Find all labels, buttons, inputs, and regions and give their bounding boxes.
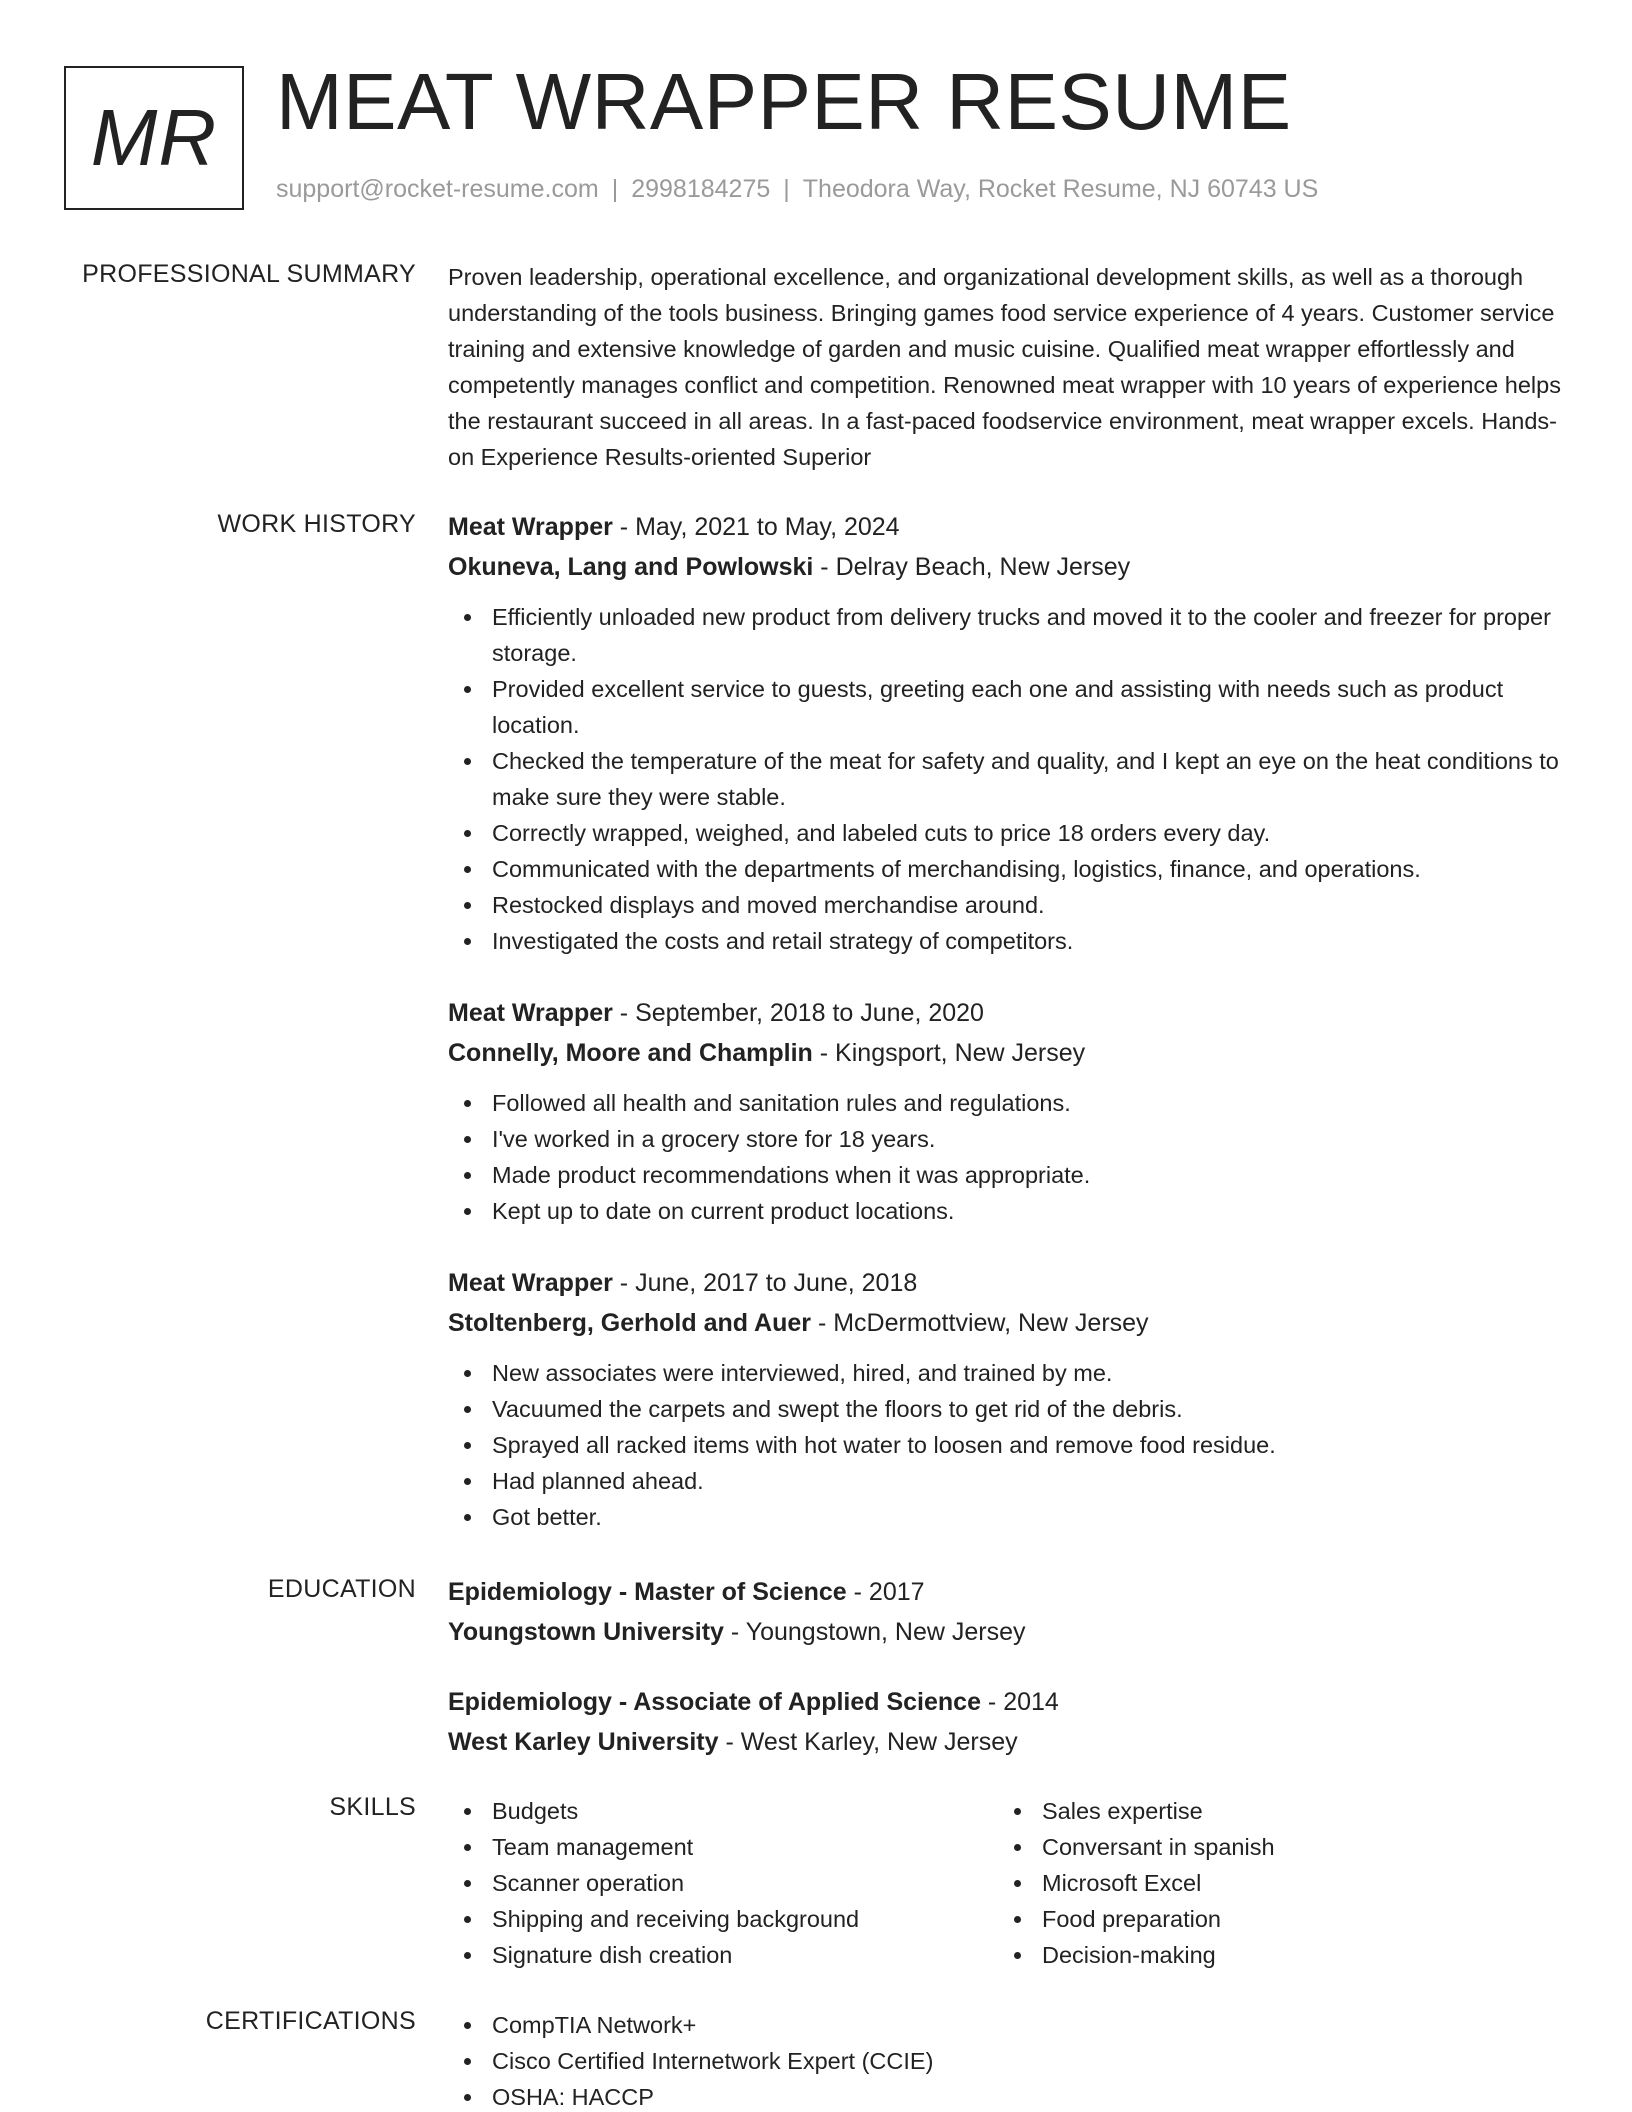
degree-year: - 2017 (846, 1578, 925, 1606)
job-duty: Communicated with the departments of merchandising, logistics, finance, and operations. (448, 851, 1568, 887)
job-title: Meat Wrapper (448, 513, 613, 541)
job-location: - Delray Beach, New Jersey (813, 553, 1131, 581)
skill-item: Signature dish creation (448, 1937, 998, 1973)
job-title-line (448, 1263, 1568, 1303)
job-duties (448, 1355, 1568, 1535)
education-entry (448, 1572, 1568, 1652)
resume-title: MEAT WRAPPER RESUME (276, 57, 1292, 146)
jobs-list (448, 507, 1568, 1569)
section-label-certifications: CERTIFICATIONS (205, 2007, 416, 2035)
job-location: - McDermottview, New Jersey (811, 1309, 1149, 1337)
job-title-line (448, 507, 1568, 547)
education-entry (448, 1682, 1568, 1762)
skills-list-left (448, 1793, 998, 1973)
school: Youngstown University (448, 1618, 724, 1646)
degree: Epidemiology - Associate of Applied Science (448, 1688, 981, 1716)
job-company-line (448, 547, 1568, 587)
contact-line (276, 175, 1318, 204)
skill-item: Decision-making (998, 1937, 1548, 1973)
job-duty: Got better. (448, 1499, 1568, 1535)
job-duties (448, 599, 1568, 959)
job-duty: Made product recommendations when it was appropriate. (448, 1157, 1568, 1193)
job-company-line (448, 1033, 1568, 1073)
job-entry (448, 993, 1568, 1229)
job-location: - Kingsport, New Jersey (812, 1039, 1086, 1067)
skills-list-right (998, 1793, 1548, 1973)
degree-line (448, 1572, 1568, 1612)
school: West Karley University (448, 1728, 719, 1756)
contact-separator: | (783, 175, 790, 203)
skill-item: Budgets (448, 1793, 998, 1829)
school-line (448, 1722, 1568, 1762)
job-duty: Checked the temperature of the meat for safety and quality, and I kept an eye on the heat conditions to make sure they were stable. (448, 743, 1568, 815)
job-duties (448, 1085, 1568, 1229)
job-title: Meat Wrapper (448, 1269, 613, 1297)
job-company: Connelly, Moore and Champlin (448, 1039, 813, 1067)
job-duty: Sprayed all racked items with hot water to loosen and remove food residue. (448, 1427, 1568, 1463)
job-duty: I've worked in a grocery store for 18 years. (448, 1121, 1568, 1157)
job-company: Okuneva, Lang and Powlowski (448, 553, 814, 581)
skill-item: Conversant in spanish (998, 1829, 1548, 1865)
contact-email: support@rocket-resume.com (276, 175, 599, 203)
skill-item: Shipping and receiving background (448, 1901, 998, 1937)
job-company-line (448, 1303, 1568, 1343)
job-dates: - September, 2018 to June, 2020 (612, 999, 984, 1027)
skill-item: Scanner operation (448, 1865, 998, 1901)
contact-separator: | (611, 175, 619, 203)
job-entry (448, 507, 1568, 959)
skill-item: Sales expertise (998, 1793, 1548, 1829)
job-title-line (448, 993, 1568, 1033)
job-duty: Kept up to date on current product locations. (448, 1193, 1568, 1229)
job-duty: Investigated the costs and retail strategy of competitors. (448, 923, 1568, 959)
certification-item: OSHA: HACCP (448, 2079, 1568, 2112)
section-label-skills: SKILLS (329, 1793, 416, 1821)
job-entry (448, 1263, 1568, 1535)
degree-year: - 2014 (980, 1688, 1059, 1716)
monogram-box (64, 66, 244, 210)
section-label-work-history: WORK HISTORY (217, 510, 416, 538)
certification-item: CompTIA Network+ (448, 2007, 1568, 2043)
job-duty: Restocked displays and moved merchandise around. (448, 887, 1568, 923)
job-duty: Efficiently unloaded new product from delivery trucks and moved it to the cooler and freezer for proper storage. (448, 599, 1568, 671)
monogram-initials: MR (90, 93, 218, 182)
job-duty: Correctly wrapped, weighed, and labeled cuts to price 18 orders every day. (448, 815, 1568, 851)
certifications-list (448, 2007, 1568, 2112)
job-dates: - May, 2021 to May, 2024 (612, 513, 900, 541)
summary-text: Proven leadership, operational excellence, and organizational development skills, as well as a thorough understanding of the tools business. Bringing games food service experience of 4 years. Customer service training and extensive knowledge of garden and music cuisine. Qualified meat wrapper effortlessly and competently manages conflict and competition. Renowned meat wrapper with 10 years of experience helps the restaurant succeed in all areas. In a fast-paced foodservice environment, meat wrapper excels. Hands-on Experience Results-oriented Superior (448, 264, 1561, 470)
degree: Epidemiology - Master of Science (448, 1578, 847, 1606)
section-label-education: EDUCATION (267, 1575, 416, 1603)
job-title: Meat Wrapper (448, 999, 613, 1027)
job-duty: New associates were interviewed, hired, and trained by me. (448, 1355, 1568, 1391)
contact-address: Theodora Way, Rocket Resume, NJ 60743 US (802, 175, 1319, 203)
degree-line (448, 1682, 1568, 1722)
skill-item: Food preparation (998, 1901, 1548, 1937)
job-duty: Followed all health and sanitation rules and regulations. (448, 1085, 1568, 1121)
school-location: - West Karley, New Jersey (718, 1728, 1018, 1756)
job-company: Stoltenberg, Gerhold and Auer (448, 1309, 811, 1337)
section-label-summary: PROFESSIONAL SUMMARY (82, 260, 416, 288)
school-location: - Youngstown, New Jersey (723, 1618, 1026, 1646)
school-line (448, 1612, 1568, 1652)
certification-item: Cisco Certified Internetwork Expert (CCIE) (448, 2043, 1568, 2079)
contact-phone: 2998184275 (631, 175, 771, 203)
skill-item: Microsoft Excel (998, 1865, 1548, 1901)
job-duty: Had planned ahead. (448, 1463, 1568, 1499)
job-dates: - June, 2017 to June, 2018 (612, 1269, 918, 1297)
skill-item: Team management (448, 1829, 998, 1865)
job-duty: Provided excellent service to guests, greeting each one and assisting with needs such as product location. (448, 671, 1568, 743)
job-duty: Vacuumed the carpets and swept the floors to get rid of the debris. (448, 1391, 1568, 1427)
